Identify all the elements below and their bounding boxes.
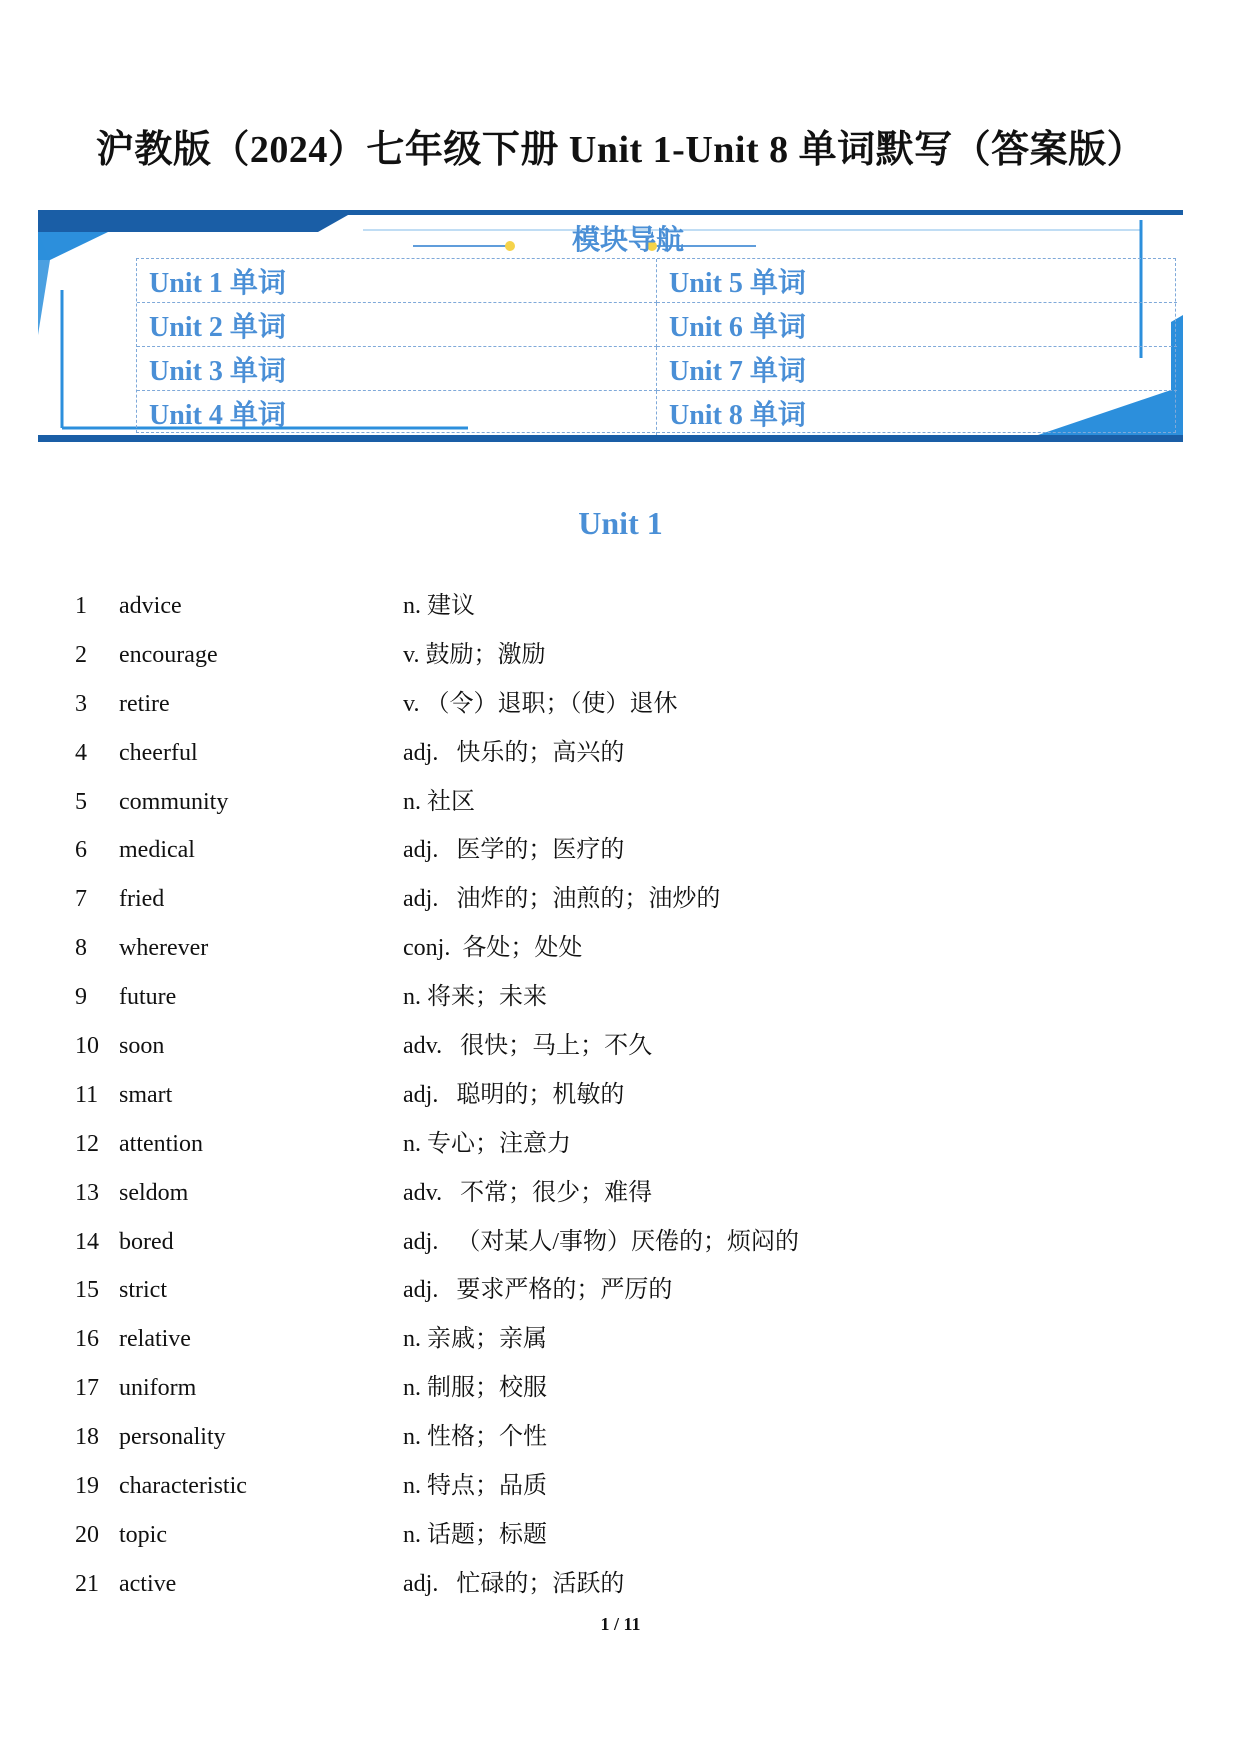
- vocab-number: 13: [75, 1179, 99, 1206]
- vocab-word: future: [119, 984, 177, 1011]
- vocab-word: topic: [119, 1521, 167, 1548]
- vocab-number: 1: [75, 593, 87, 619]
- vocab-number: 4: [75, 739, 87, 766]
- vocab-word: cheerful: [119, 739, 198, 766]
- vocab-word: active: [119, 1570, 177, 1597]
- vocab-word: seldom: [119, 1179, 189, 1206]
- nav-link-unit-6[interactable]: Unit 6 单词: [657, 303, 1177, 347]
- module-navigation: [38, 210, 1183, 445]
- vocab-row: [0, 924, 1241, 973]
- vocab-meaning: adj. （对某人/事物）厌倦的；烦闷的: [403, 1228, 799, 1255]
- page-number: 1 / 11: [600, 1614, 641, 1634]
- vocab-row: [0, 826, 1241, 875]
- vocab-meaning: n. 社区: [403, 788, 475, 815]
- vocab-meaning: n. 专心；注意力: [403, 1130, 571, 1157]
- vocab-row: [0, 1120, 1241, 1169]
- vocab-number: 14: [75, 1228, 99, 1255]
- vocab-word: characteristic: [119, 1473, 247, 1500]
- vocab-number: 16: [75, 1326, 99, 1353]
- vocab-word: retire: [119, 690, 170, 717]
- vocab-meaning: conj. 各处；处处: [403, 935, 583, 962]
- vocab-number: 18: [75, 1424, 99, 1451]
- vocab-word: personality: [119, 1424, 226, 1451]
- vocab-word: encourage: [119, 641, 218, 668]
- vocab-word: bored: [119, 1228, 174, 1255]
- vocab-row: [0, 1218, 1241, 1267]
- vocab-meaning: n. 将来；未来: [403, 984, 547, 1011]
- vocab-word: wherever: [119, 935, 209, 962]
- vocab-number: 2: [75, 641, 87, 668]
- vocab-word: relative: [119, 1326, 191, 1353]
- vocab-row: [0, 875, 1241, 924]
- vocab-meaning: adj. 聪明的；机敏的: [403, 1081, 625, 1108]
- nav-link-unit-7[interactable]: Unit 7 单词: [657, 347, 1177, 391]
- vocab-meaning: adv. 不常；很少；难得: [403, 1179, 653, 1206]
- vocab-meaning: adj. 要求严格的；严厉的: [403, 1277, 673, 1304]
- vocab-row: [0, 1511, 1241, 1560]
- vocab-number: 5: [75, 788, 87, 815]
- vocab-row: [0, 631, 1241, 680]
- vocab-word: strict: [119, 1277, 167, 1304]
- vocab-row: [0, 582, 1241, 631]
- vocab-row: [0, 1315, 1241, 1364]
- vocab-meaning: n. 亲戚；亲属: [403, 1326, 547, 1353]
- vocab-row: [0, 1364, 1241, 1413]
- nav-grid: [136, 258, 1176, 433]
- vocab-number: 12: [75, 1130, 99, 1157]
- section-title: Unit 1: [578, 505, 663, 541]
- vocab-meaning: adj. 油炸的；油煎的；油炒的: [403, 886, 721, 913]
- vocab-number: 6: [75, 837, 87, 864]
- vocab-number: 10: [75, 1033, 99, 1060]
- vocab-number: 20: [75, 1521, 99, 1548]
- nav-link-unit-2[interactable]: Unit 2 单词: [137, 303, 657, 347]
- vocab-number: 8: [75, 935, 87, 962]
- vocab-meaning: n. 性格；个性: [403, 1424, 547, 1451]
- vocab-word: community: [119, 788, 229, 815]
- vocab-meaning: n. 话题；标题: [403, 1521, 547, 1548]
- vocab-row: [0, 973, 1241, 1022]
- vocab-number: 11: [75, 1081, 99, 1108]
- vocab-number: 17: [75, 1375, 99, 1402]
- vocab-number: 21: [75, 1570, 99, 1597]
- vocab-row: [0, 1169, 1241, 1218]
- vocab-meaning: v. （令）退职；（使）退休: [403, 690, 678, 717]
- vocab-word: fried: [119, 886, 165, 913]
- vocab-row: [0, 1560, 1241, 1609]
- nav-link-unit-8[interactable]: Unit 8 单词: [669, 400, 806, 431]
- vocab-row: [0, 1413, 1241, 1462]
- vocab-word: advice: [119, 593, 182, 619]
- nav-link-unit-4[interactable]: Unit 4 单词: [137, 391, 657, 435]
- vocab-meaning: v. 鼓励；激励: [403, 641, 546, 668]
- vocab-number: 15: [75, 1277, 99, 1304]
- vocab-number: 19: [75, 1473, 99, 1500]
- vocab-number: 9: [75, 984, 87, 1011]
- document-title: 沪教版（2024）七年级下册 Unit 1-Unit 8 单词默写（答案版）: [95, 129, 1146, 171]
- vocab-list: [0, 582, 1241, 1609]
- vocab-meaning: adj. 快乐的；高兴的: [403, 739, 625, 766]
- vocab-word: soon: [119, 1033, 165, 1060]
- vocab-row: [0, 1022, 1241, 1071]
- vocab-meaning: n. 建议: [403, 593, 475, 619]
- vocab-word: medical: [119, 837, 195, 864]
- vocab-word: smart: [119, 1081, 173, 1108]
- nav-link-unit-3[interactable]: Unit 3 单词: [137, 347, 657, 391]
- vocab-meaning: adj. 忙碌的；活跃的: [403, 1570, 625, 1597]
- nav-link-unit-1[interactable]: Unit 1 单词: [137, 259, 657, 303]
- vocab-row: [0, 1266, 1241, 1315]
- vocab-meaning: adj. 医学的；医疗的: [403, 837, 625, 864]
- vocab-row: [0, 778, 1241, 827]
- vocab-word: attention: [119, 1130, 203, 1157]
- vocab-row: [0, 1462, 1241, 1511]
- nav-link-unit-5[interactable]: Unit 5 单词: [657, 259, 1177, 303]
- nav-heading: 模块导航: [571, 225, 684, 256]
- vocab-row: [0, 680, 1241, 729]
- vocab-meaning: n. 特点；品质: [403, 1473, 547, 1500]
- vocab-row: [0, 1071, 1241, 1120]
- vocab-meaning: n. 制服；校服: [403, 1375, 547, 1402]
- vocab-number: 3: [75, 690, 87, 717]
- vocab-number: 7: [75, 886, 87, 913]
- vocab-word: uniform: [119, 1375, 197, 1402]
- vocab-meaning: adv. 很快；马上；不久: [403, 1033, 653, 1060]
- vocab-row: [0, 729, 1241, 778]
